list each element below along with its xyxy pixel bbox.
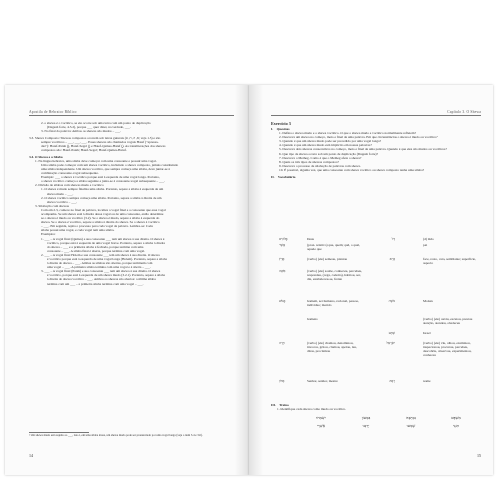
vocab-hebrew: אֲשֶׁר <box>279 243 286 247</box>
vocab-hebrew: אָדוֹן <box>279 379 285 383</box>
vocab-meaning: Deus <box>307 237 314 241</box>
right-page-number: 15 <box>477 453 481 458</box>
drill-instruction: 1. Identifique cada shewa como mudo ou vocálico. <box>277 407 347 412</box>
drill-word: שָׁמְעוּ <box>406 423 416 428</box>
right-running-head: Capítulo 3. O Shewa <box>447 110 481 114</box>
body-line: Exemplos: <box>41 232 56 237</box>
question-item: 5. Descreva dois shewas consecutivos no começo, meio e final de uma palavra. Quando é que eles são mudos ou vocálicos? <box>279 147 447 152</box>
body-line: consoante – ___. A sílaba final é aberta, porque termina com uma vogal. <box>47 248 146 253</box>
vocab-meaning: (verbo) (ele) semeou, plantou <box>307 257 348 261</box>
body-line: uma vogal – ___. A primeira sílaba termina com uma vogal e é aberta – ___. <box>47 265 151 270</box>
body-line: shewa. Se o shewa é vocálico, separe a sílaba à direita do shewa. Se o shewa é vocálico <box>41 220 160 225</box>
drill-word: נִכְתְּבָה <box>406 415 416 420</box>
body-line: uma sílaba independente. Um shewa vocálico, que sempre começa uma sílaba, deve juntar-se à <box>41 166 170 171</box>
body-line: 2. o shewa é o vocálico, se ele ocorre sob uma letra com um ponto de duplicação <box>41 121 151 125</box>
footnote: ¹ Um shewa mudo está sujeito ao ___, isto é, em uma sílaba átona, um shewa mudo pode ser pronunciado por uma vogal longa (veja o item 3.4 e 3.6). <box>29 433 203 437</box>
body-line: é vocálico porque está à esquerda de uma vogal longa (Holem). Portanto, separe a sílaba <box>47 257 167 261</box>
section-drill-label: Treino <box>279 403 289 407</box>
body-line: se o shewa é mudo ou vocálico (3.2). Se o shewa é mudo, separe a sílaba à esquerda do <box>41 216 160 221</box>
vocab-meaning-2: nome <box>423 379 431 383</box>
vocab-meaning: Senhor, senhor, mestre <box>307 379 338 383</box>
vocab-hebrew-2: בָּרָא <box>389 257 395 261</box>
vocab-meaning-2: (verbo) (ele) viu, olhou, examinou, inspecionou, procurou, percebeu, descobriu, observou, experimentou, conheceu <box>423 341 472 358</box>
section-drill-num: III. <box>271 403 276 407</box>
section-questions-label: Questões <box>276 127 290 131</box>
vocab-meaning-2: face, rosto, cara, semblante; superfície, aspecto <box>423 257 476 266</box>
body-line: sílaba possui uma vogal, e cada vogal tem uma sílaba. <box>41 228 115 233</box>
vocab-meaning-2: (verbo) (ele) ouviu, escutou, prestou atenção, atendeu, obedeceu <box>423 317 473 326</box>
open-book <box>5 85 493 480</box>
question-item: 4. Quando é que um shewa mudo está implícito em nossas palavras? <box>279 143 372 148</box>
body-line: combinação consoante-vogal subsequente. <box>41 171 99 176</box>
body-line: Uma sílaba pode começar com um shewa vocálico, incluindo o shewa composto, jamais constituindo <box>41 162 179 167</box>
vocab-meaning-2: Moisés <box>423 299 433 303</box>
section-vocab-label: Vocabulário <box>277 174 296 179</box>
drill-word: יְרַנְּנוּ <box>362 423 370 428</box>
left-page-number: 14 <box>29 453 33 458</box>
drill-word: אַשְׁרֵי <box>316 423 326 428</box>
body-line: 3. Silabação com shewas <box>35 203 69 208</box>
body-line: (Dagesh forte, 4.3.2), porque ___ quer dizer, na verdade, ___. <box>47 125 131 130</box>
vocab-hebrew-2: רָאָה <box>389 379 395 383</box>
vocab-hebrew: אֱלֹהִים <box>279 237 288 241</box>
vocab-meaning-2: pai <box>423 243 428 247</box>
body-line: 2. O shewa vocálico sempre começa uma sílaba. Portanto, separe a sílaba à direita de um <box>41 195 162 200</box>
vocab-meaning: (verbo) (ele) soube, conheceu, percebeu, respondeu, (cega, cadeira), habitou, ser, dia, estabeleceu-se, frente <box>307 269 363 282</box>
drill-word: מִשְׁפָּט <box>451 415 461 420</box>
body-line: shewa vocálico – ___. <box>47 199 78 204</box>
vocab-hebrew-2: מֹשֶׁה <box>388 299 395 303</box>
body-line: o shewa vocálico começa a sílaba seguinte e junta-se à consoante-vogal subsequente – ___. <box>41 179 165 184</box>
vocab-hebrew-2: יִשְׂרָאֵל <box>386 341 395 345</box>
body-line: à direita do shewa vocálico – ___. Ambos os shewas são abertos: a última sílaba <box>47 277 156 282</box>
body-line: compostos são: Hatef-Patah; Hatef-Segol; Hatef-Qames-Hatuf. <box>41 148 127 153</box>
body-line: 2. ___ – A vogal final Holem e sua consoante ___ tem um shewa à sua direita. O shewa <box>41 252 160 257</box>
right-page <box>249 85 493 475</box>
section-vocab <box>271 175 481 179</box>
question-item: 6. Que tipo de shewa ocorre sob um ponto de duplicação (Dagesh forte)? <box>279 151 378 156</box>
question-item: 3. Quando é que um shewa mudo pode ser precedido por uma vogal longa? <box>279 139 382 144</box>
gutter-shadow-right <box>249 85 263 475</box>
question-item: 1. Defina o shewa mudo e o shewa vocálico. O que o shewa mudo e vocálico normalmente refletem? <box>279 131 416 136</box>
vocab-hebrew: אִשָּׁה <box>279 269 286 273</box>
vocab-hebrew: חָרָה <box>279 341 285 345</box>
question-item: 8. Quais os três tipos de shewas compostos? <box>279 159 339 164</box>
body-line: 1. ___ – A vogal final (Qames) e sua consoante ___ tem um shewa à sua direita. O shewa é <box>41 236 165 241</box>
body-line: 2. Divisão de sílabas com shewas mudo e vocálico <box>35 183 104 188</box>
vocab-meaning: homens <box>307 317 318 321</box>
vocab-hebrew-2: שָׁמַע <box>388 331 395 335</box>
right-body-text <box>271 121 481 179</box>
body-line: 3. No final da palavra: Ambos os shewas são mudos – ___. <box>41 129 121 134</box>
vocab-meaning: (verbo) (ele) chamou, denominou, invocou, gritou, clamou, apelou, leu, ditou, proclamou <box>307 341 357 354</box>
body-line: Com em 2.3, comece no final da palavra, localize a vogal final e a consoante que essa vogal <box>41 207 166 212</box>
question-item: 10. É possível, alguma vez, que uma consoante com shewa vocálico ou shewa composto tenha uma sílaba? <box>279 167 425 172</box>
body-line: termina com um ___ – a primeira sílaba termina com uma vogal – ___. <box>47 281 144 286</box>
vocab-hebrew: אֶרֶץ <box>279 257 285 261</box>
drill-word: יִשְׂמְחוּ <box>316 415 326 420</box>
body-line: 1. Na língua hebraica, uma sílaba deve começar com uma consoante e possuir uma vogal. <box>35 158 157 163</box>
body-line: 3. ___ – A vogal final (Patah) e sua consoante ___ tem um shewa à sua direita. O shewa <box>41 269 161 274</box>
drill-word: הִנְנִי <box>453 423 459 428</box>
left-head-rule <box>29 115 234 116</box>
left-page <box>5 85 249 475</box>
left-running-head: Apostila de Hebraico Bíblico <box>29 110 77 114</box>
section-questions-num: I. <box>271 127 274 131</box>
exercise-title: Exercício 3 <box>271 121 291 126</box>
body-line: do shewa – ___ e a primeira sílaba é fechada, porque termina com uma <box>47 244 144 249</box>
vocab-meaning-2: (d) mão <box>423 237 434 241</box>
body-line: é vocálico, porque está à esquerda de um shewa mudo (3.2.1). Portanto, separe a sílaba <box>47 273 165 278</box>
vocab-meaning: homem, ser humano, racional, pessoa, indivíduo; marido <box>307 299 359 308</box>
section-vocab-num: II. <box>271 174 275 179</box>
body-line: 1. O shewa é mudo sempre finaliza uma sílaba. Portanto, separe a sílaba à esquerda de um <box>41 187 164 192</box>
left-body-text <box>29 121 234 286</box>
question-list <box>271 131 481 172</box>
body-line: – ___. Em seguida, repita o processo para cada vogal da palavra. Lembre-se: Cada <box>41 224 153 229</box>
body-line: acompanha. Se um shewa está à direita dessa vogal ou de uma consoante, então determine <box>41 211 164 216</box>
drill-word: בִּמְעוֹן <box>361 415 371 420</box>
body-line: Exemplo: ___ o shewa é vocálico porque está à esquerda de uma vogal longa. Portanto, <box>41 175 160 180</box>
body-line: shewa mudo – ___. <box>47 191 74 196</box>
vocab-meaning: (pron. relativo) que, quem; quê, o qual, aquele que <box>307 243 361 252</box>
question-item: 2. Descreva um shewa no começo, meio e final de uma palavra. Em que circunstâncias o shewa é mudo ou vocálico? <box>279 135 438 140</box>
right-lower-text <box>271 403 481 411</box>
body-line: 3.3. Shewa Composto: Shewas compostos ocorrem sob letras guturais (א, ה, ח, ע; veja 1.5) e são <box>29 135 161 140</box>
body-line: 3.4. O Shewa e a Sílaba <box>29 154 63 159</box>
question-item: 7. Descreva o Metheg. Como é que o Metheg afeta o shewa? <box>279 155 362 160</box>
body-line: à direita do shewa – ___. Ambas as sílabas são abertas, porque terminam com <box>47 261 153 266</box>
vocab-hebrew: אֱנוֹשׁ <box>279 299 286 303</box>
body-line: sempre vocálicos – ___, ___, ___. Esses shewas são chamados vogais Hatef ("apressa- <box>41 139 159 144</box>
drill-grid <box>271 415 481 435</box>
body-line: vocálico, porque está à esquerda de uma vogal breve. Portanto, separe a sílaba à direita <box>47 240 165 245</box>
body-line: das"): Hatef-Patah (ֲ), Hatef-Segol (ֱ) e Hatef-Qames-Hatuf (ֳ). As transliterações dos shewas <box>41 143 166 148</box>
gutter-shadow-left <box>235 85 249 475</box>
right-head-rule <box>271 115 481 116</box>
question-item: 9. Descreva o processo de silabação de palavras com shewa. <box>279 163 361 168</box>
vocab-meaning-2: Israel <box>423 331 431 335</box>
vocab-hebrew-2: דַּל <box>391 237 395 241</box>
